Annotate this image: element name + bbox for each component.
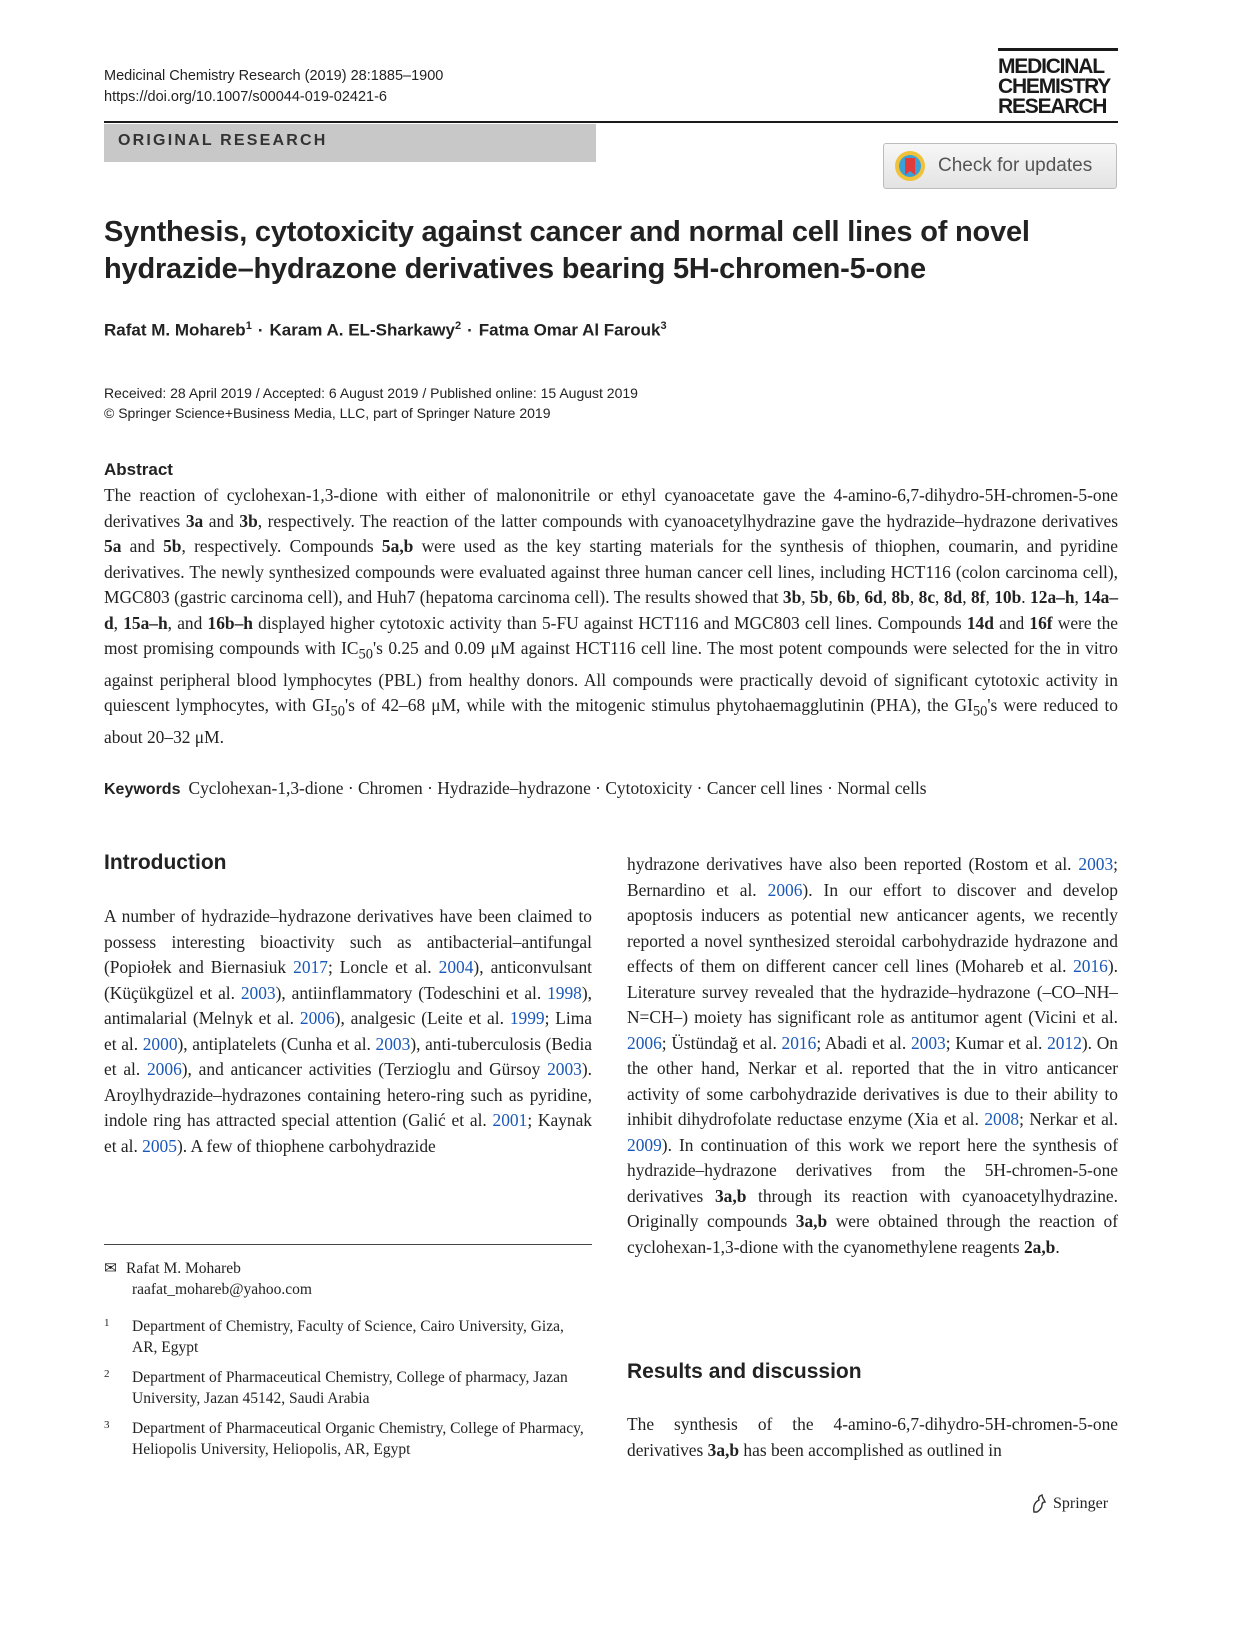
keyword-separator: · — [595, 778, 601, 798]
results-heading: Results and discussion — [627, 1360, 862, 1383]
results-body: The synthesis of the 4-amino-6,7-dihydro-5H-chromen-5-one derivatives 3a,b has been accomplished as outlined in — [627, 1414, 1118, 1460]
doi-link[interactable]: https://doi.org/10.1007/s00044-019-02421-6 — [104, 89, 387, 105]
citation-link[interactable]: 2008 — [984, 1109, 1020, 1129]
keyword-separator: · — [347, 778, 354, 798]
keyword: Hydrazide–hydrazone — [437, 778, 591, 798]
citation-link[interactable]: 2003 — [1078, 854, 1114, 874]
keyword: Cyclohexan-1,3-dione — [188, 778, 344, 798]
author-affiliation-marker: 1 — [245, 320, 252, 332]
journal-logo — [998, 48, 1118, 117]
footnote-divider — [104, 1244, 592, 1245]
introduction-heading: Introduction — [104, 851, 227, 874]
article-title: Synthesis, cytotoxicity against cancer and normal cell lines of novel hydrazide–hydrazone derivatives bearing 5H-chromen-5-one — [104, 216, 1030, 285]
keyword: Normal cells — [837, 778, 927, 798]
keyword: Chromen — [358, 778, 423, 798]
citation-link[interactable]: 2016 — [781, 1032, 817, 1053]
header-divider — [104, 121, 1118, 123]
affiliation-number: 1 — [104, 1317, 110, 1329]
affiliation-number: 2 — [104, 1368, 110, 1380]
publisher-mark — [1030, 1494, 1108, 1514]
citation-link[interactable]: 2005 — [142, 1135, 177, 1156]
keyword: Cytotoxicity — [605, 778, 693, 798]
abstract-body: The reaction of cyclohexan-1,3-dione with either of malononitrile or ethyl cyanoacetate gave the 4-amino-6,7-dihydro-5H-chromen-5-one derivatives 3a and 3b, respectively. The reaction of the latter compounds with cyanoacetylhydrazine gave the hydrazide–hydrazone derivatives 5a and 5b, respectively. Compounds 5a,b were used as the key starting materials for the synthesis of thiophen, coumarin, and pyridine derivatives. The newly synthesized compounds were evaluated against three human cancer cell lines, including HCT116 (colon carcinoma cell), MGC803 (gastric carcinoma cell), and Huh7 (hepatoma carcinoma cell). The results showed that 3b, 5b, 6b, 6d, 8b, 8c, 8d, 8f, 10b. 12a–h, 14a–d, 15a–h, and 16b–h displayed higher cytotoxic activity than 5-FU against HCT116 and MGC803 cell lines. Compounds 14d and 16f were the most promising compounds with $IC_{50}'s$ 0.25 and 0.09 μM against HCT116 cell line. The most potent compounds were selected for the in vitro against peripheral blood lymphocytes (PBL) from healthy donors. All compounds were practically devoid of significant cytotoxic activity in quiescent lymphocytes, with $GI_{50}'s$ of 42–68 μM, while with the mitogenic stimulus phytohaemagglutinin (PHA), the $GI_{50}'s$ were reduced to about 20–32 μM. — [104, 485, 1119, 748]
keywords-label: Keywords — [104, 781, 181, 798]
citation-link[interactable]: 2003 — [547, 1059, 582, 1079]
citation-link[interactable]: 2003 — [375, 1033, 411, 1054]
copyright-line: © Springer Science+Business Media, LLC, part of Springer Nature 2019 — [104, 405, 551, 421]
corresponding-author — [104, 1258, 312, 1300]
dates-line: Received: 28 April 2019 / Accepted: 6 August 2019 / Published online: 15 August 2019 — [104, 385, 638, 401]
affiliation — [104, 1367, 592, 1409]
contact-name: Rafat M. Mohareb — [126, 1260, 241, 1277]
affiliation-text: Department of Chemistry, Faculty of Science, Cairo University, Giza, AR, Egypt — [132, 1318, 564, 1356]
citation-link[interactable]: 2000 — [142, 1033, 178, 1054]
envelope-icon: ✉ — [104, 1260, 117, 1277]
citation-link[interactable]: 2003 — [240, 982, 276, 1003]
citation-link[interactable]: 2012 — [1047, 1032, 1082, 1053]
keyword-separator: · — [696, 778, 703, 798]
check-for-updates-label: Check for updates — [938, 155, 1093, 176]
citation-link[interactable]: 2006 — [767, 879, 803, 900]
citation-link[interactable]: 2009 — [627, 1134, 662, 1155]
publication-dates — [104, 383, 638, 423]
affiliation — [104, 1316, 592, 1358]
introduction-body-left: A number of hydrazide–hydrazone derivatives have been claimed to possess interesting bioactivity such as antibacterial–antifungal (Popiołek and Biernasiuk 2017; Loncle et al. 2004), anticonvulsant (Küçükgüzel et al. 2003), antiinflammatory (Todeschini et al. 1998), antimalarial (Melnyk et al. 2006), analgesic (Leite et al. 1999; Lima et al. 2000), antiplatelets (Cunha et al. 2003), anti-tuberculosis (Bedia et al. 2006), and anticancer activities (Terzioglu and Gürsoy 2003). Aroylhydrazide–hydrazones containing hetero-ring such as pyridine, indole ring has attracted special attention (Galić et al. 2001; Kaynak et al. 2005). A few of thiophene carbohydrazide — [104, 906, 593, 1156]
springer-horse-icon — [1030, 1494, 1048, 1514]
affiliation-number: 3 — [104, 1419, 110, 1431]
citation-link[interactable]: 1999 — [509, 1008, 545, 1028]
citation-link[interactable]: 2001 — [492, 1110, 528, 1130]
logo-line-1: MEDICINAL — [998, 55, 1104, 78]
abstract-heading: Abstract — [104, 460, 173, 479]
affiliation-text: Department of Pharmaceutical Chemistry, College of pharmacy, Jazan University, Jazan 45142, Saudi Arabia — [132, 1369, 568, 1407]
author-name[interactable]: Rafat M. Mohareb — [104, 320, 246, 340]
citation-link[interactable]: 2017 — [293, 957, 328, 977]
keyword-separator: · — [427, 778, 433, 798]
citation-link[interactable]: 2016 — [1073, 956, 1108, 976]
introduction-body-right: hydrazone derivatives have also been reported (Rostom et al. 2003; Bernardino et al. 2006). In our effort to discover and develop apoptosis inducers as potential new anticancer agents, we recently reported a novel synthesized steroidal carbohydrazide hydrazone and effects of them on different cancer cell lines (Mohareb et al. 2016). Literature survey revealed that the hydrazide–hydrazone (–CO–NH–N=CH–) moiety has significant role as antitumor agent (Vicini et al. 2006; Üstündağ et al. 2016; Abadi et al. 2003; Kumar et al. 2012). On the other hand, Nerkar et al. reported that the in vitro anticancer activity of some carbohydrazide derivatives is due to their ability to inhibit dihydrofolate reductase enzyme (Xia et al. 2008; Nerkar et al. 2009). In continuation of this work we report here the synthesis of hydrazide–hydrazone derivatives from the 5H-chromen-5-one derivatives 3a,b through its reaction with cyanoacetylhydrazine. Originally compounds 3a,b were obtained through the reaction of cyclohexan-1,3-dione with the cyanomethylene reagents 2a,b. — [627, 854, 1118, 1257]
logo-line-2: CHEMISTRY — [998, 75, 1111, 98]
check-for-updates-button[interactable] — [883, 143, 1117, 189]
contact-email[interactable]: raafat_mohareb@yahoo.com — [132, 1281, 312, 1298]
keywords-line — [104, 778, 1118, 799]
logo-line-3: RESEARCH — [998, 95, 1107, 118]
citation-link[interactable]: 2006 — [627, 1032, 662, 1053]
citation-link[interactable]: 2006 — [299, 1008, 335, 1028]
journal-citation-block — [104, 66, 443, 108]
author-affiliation-marker: 3 — [660, 320, 667, 332]
journal-citation: Medicinal Chemistry Research (2019) 28:1885–1900 — [104, 68, 444, 84]
author-name[interactable]: Karam A. EL-Sharkawy — [269, 320, 455, 340]
keyword-separator: · — [827, 778, 833, 798]
affiliation-text: Department of Pharmaceutical Organic Chemistry, College of Pharmacy, Heliopolis University, Heliopolis, AR, Egypt — [132, 1420, 584, 1458]
section-label: ORIGINAL RESEARCH — [118, 132, 328, 149]
keyword: Cancer cell lines — [706, 778, 823, 798]
citation-link[interactable]: 2006 — [146, 1059, 182, 1079]
citation-link[interactable]: 2003 — [910, 1032, 946, 1053]
citation-link[interactable]: 2004 — [438, 957, 474, 977]
author-name[interactable]: Fatma Omar Al Farouk — [478, 320, 661, 340]
author-list: Rafat M. Mohareb$^1$ · Karam A. EL-Sharkawy$^2$ · Fatma Omar Al Farouk$^3$ — [104, 320, 667, 340]
crossmark-icon — [894, 150, 926, 182]
affiliation — [104, 1418, 592, 1460]
publisher-name: Springer — [1053, 1495, 1109, 1512]
author-affiliation-marker: 2 — [454, 320, 462, 332]
citation-link[interactable]: 1998 — [547, 982, 582, 1003]
